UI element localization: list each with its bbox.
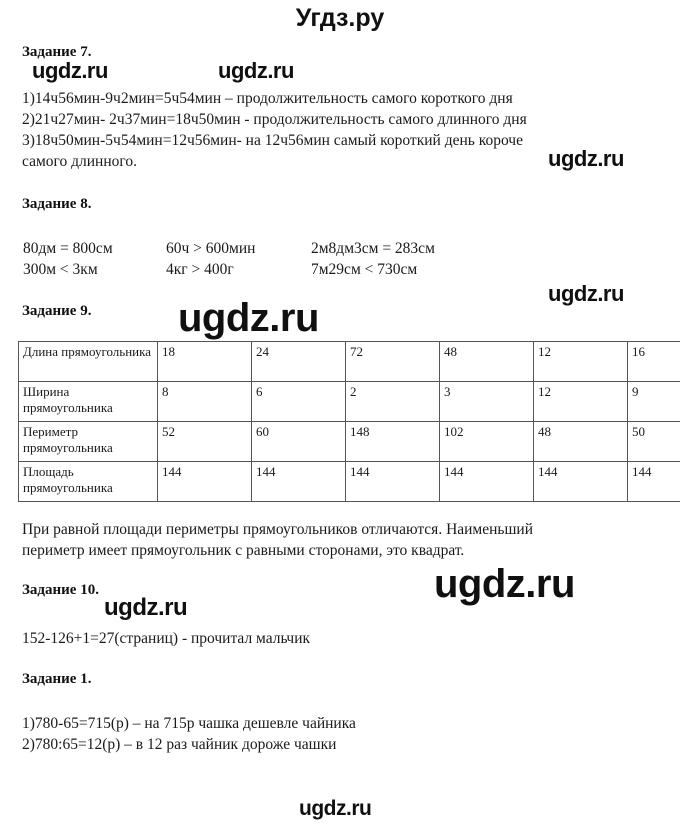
task-8-column-3 (311, 238, 435, 280)
cell-length-2: 24 (252, 342, 346, 382)
watermark-1: ugdz.ru (32, 58, 108, 83)
cell-width-5: 12 (534, 382, 628, 422)
cell-perimeter-1: 52 (158, 422, 252, 462)
task-7-line-2: 2)21ч27мин- 2ч37мин=18ч50мин - продолжительность самого длинного дня (22, 111, 527, 128)
task-10-line-1: 152-126+1=27(страниц) - прочитал мальчик (22, 630, 311, 647)
cell-length-5: 12 (534, 342, 628, 382)
row-label-area: Площадь прямоугольника (19, 462, 158, 502)
task-7-line-1: 1)14ч56мин-9ч2мин=5ч54мин – продолжительность самого короткого дня (22, 90, 513, 107)
task-8-column-1 (23, 238, 113, 280)
task-9-conclusion-line-1: При равной площади периметры прямоугольников отличаются. Наименьший (22, 521, 534, 538)
cell-perimeter-6: 50 (628, 422, 680, 462)
task-8-cell-3-1: 2м8дм3см = 283см (311, 240, 435, 257)
rectangle-properties-table (18, 341, 680, 502)
table-row (19, 462, 680, 502)
row-label-width: Ширина прямоугольника (19, 382, 158, 422)
table-row (19, 342, 680, 382)
rectangle-properties-table-wrapper (18, 341, 660, 502)
cell-length-6: 16 (628, 342, 680, 382)
site-title: Угдз.ру (295, 4, 385, 32)
task-7-line-3: 3)18ч50мин-5ч54мин=12ч56мин- на 12ч56мин самый короткий день короче (22, 132, 523, 149)
task-8-cell-2-2: 4кг > 400г (166, 261, 234, 278)
watermark-7: ugdz.ru (104, 594, 188, 621)
cell-area-3: 144 (346, 462, 440, 502)
watermark-4: ugdz.ru (548, 281, 624, 306)
cell-area-2: 144 (252, 462, 346, 502)
table-row (19, 382, 680, 422)
task-9-conclusion-line-2: периметр имеет прямоугольник с равными сторонами, это квадрат. (22, 542, 465, 559)
cell-width-1: 8 (158, 382, 252, 422)
table-row (19, 422, 680, 462)
row-label-length: Длина прямоугольника (19, 342, 158, 382)
task-8-cell-1-2: 300м < 3км (23, 261, 98, 278)
watermark-6: ugdz.ru (434, 562, 575, 606)
cell-perimeter-5: 48 (534, 422, 628, 462)
task-8-heading: Задание 8. (22, 196, 92, 212)
cell-width-2: 6 (252, 382, 346, 422)
task-7-heading: Задание 7. (22, 44, 92, 60)
row-label-perimeter: Периметр прямоугольника (19, 422, 158, 462)
cell-area-4: 144 (440, 462, 534, 502)
cell-perimeter-2: 60 (252, 422, 346, 462)
cell-length-1: 18 (158, 342, 252, 382)
task-7-line-4: самого длинного. (22, 153, 137, 170)
task-1-line-2: 2)780:65=12(р) – в 12 раз чайник дороже чашки (22, 736, 337, 753)
table-body (19, 342, 680, 502)
cell-width-3: 2 (346, 382, 440, 422)
task-8-cell-3-2: 7м29см < 730см (311, 261, 418, 278)
task-8-cell-1-1: 80дм = 800см (23, 240, 113, 257)
task-1-line-1: 1)780-65=715(р) – на 715р чашка дешевле чайника (22, 715, 356, 732)
cell-width-4: 3 (440, 382, 534, 422)
watermark-3: ugdz.ru (548, 146, 624, 171)
watermark-5: ugdz.ru (178, 296, 319, 340)
cell-length-3: 72 (346, 342, 440, 382)
watermark-8: ugdz.ru (299, 797, 372, 820)
cell-perimeter-4: 102 (440, 422, 534, 462)
cell-area-5: 144 (534, 462, 628, 502)
cell-length-4: 48 (440, 342, 534, 382)
task-8-column-2 (166, 238, 255, 280)
task-1-heading: Задание 1. (22, 671, 92, 687)
watermark-2: ugdz.ru (218, 58, 294, 83)
cell-perimeter-3: 148 (346, 422, 440, 462)
task-9-heading: Задание 9. (22, 303, 92, 319)
task-8-cell-2-1: 60ч > 600мин (166, 240, 256, 257)
cell-area-1: 144 (158, 462, 252, 502)
cell-width-6: 9 (628, 382, 680, 422)
cell-area-6: 144 (628, 462, 680, 502)
task-10-heading: Задание 10. (22, 582, 99, 598)
